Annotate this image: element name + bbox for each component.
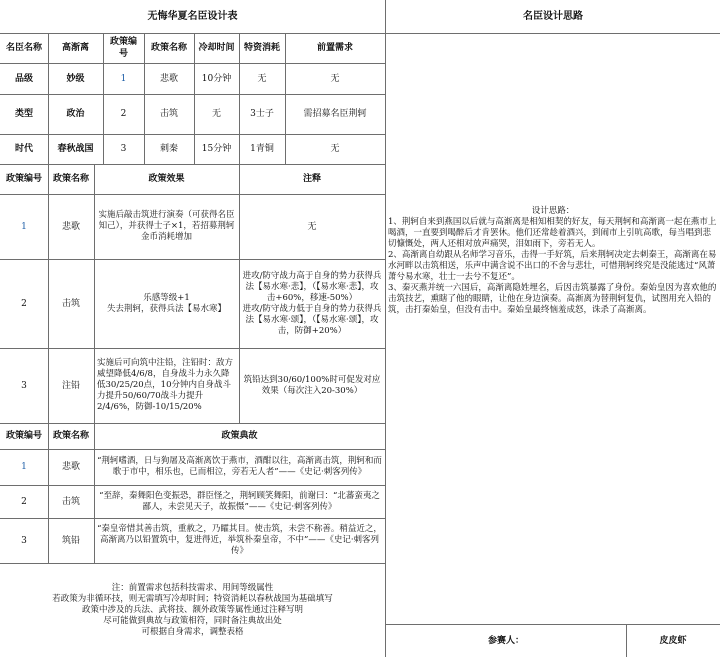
effect-row-3-effect: 实施后可向筑中注铅，注铅时：敌方威望降低4/6/8，自身战斗力永久降低30/25/20点，10分钟内自身战斗力提升50/60/70战斗力提升2/4/6%，防御-10/15/20% — [97, 358, 234, 412]
notes-block: 注：前置需求包括科技需求、用间等级属性 若政策为非循环技，则无需填写冷却时间；特资消耗以春秋战国为基础填写 政策中涉及的兵法、武将技、额外政策等属性通过注释写明 尽可能做到典故与政策相符，同时备注典故出处 可根据自身需求，调整表格 — [52, 582, 333, 637]
effects-header-note: 注释 — [302, 174, 321, 184]
policy-3-number: 3 — [120, 144, 127, 154]
policy-3-prerequisite: 无 — [330, 144, 340, 154]
header-policy-name: 政策名称 — [150, 43, 187, 53]
era-value: 春秋战国 — [57, 144, 94, 154]
effect-row-3-note: 筑铅达到30/60/100%时可促发对应效果（每次注入20-30%） — [243, 374, 381, 396]
label-type: 类型 — [14, 109, 33, 119]
policy-1-cooldown: 10分钟 — [201, 73, 232, 84]
header-cooldown: 冷却时间 — [198, 43, 235, 53]
effects-header-effect: 政策效果 — [148, 174, 185, 184]
effect-row-2-name: 击筑 — [61, 298, 80, 309]
story-row-1-number: 1 — [21, 462, 27, 472]
label-era: 时代 — [14, 144, 33, 154]
effect-row-2-effect: 乐感等级+1 失去荆轲，获得兵法【易水寒】 — [106, 292, 226, 314]
effect-row-1-note: 无 — [307, 221, 317, 232]
story-row-2-name: 击筑 — [61, 496, 80, 507]
story-row-1-name: 悲歌 — [61, 462, 80, 472]
story-row-1-text: “荆轲嗜酒，日与狗屠及高渐离饮于燕市，酒酣以往，高渐离击筑，荆轲和而歌于市中，相乐也，已而相泣，旁若无人者”——《史记·刺客列传》 — [97, 456, 382, 477]
header-prerequisite: 前置需求 — [316, 43, 353, 53]
stories-header-story: 政策典故 — [221, 431, 258, 441]
rank-value: 妙级 — [66, 73, 85, 84]
effect-row-1-effect: 实施后敲击筑进行演奏（可获得名臣知己），并获得士子×1，若招募荆轲金币消耗增加 — [98, 210, 235, 242]
effect-row-2-number: 2 — [21, 298, 27, 309]
policy-1-name: 悲歌 — [159, 73, 178, 84]
effect-row-1-name: 悲歌 — [61, 221, 80, 232]
policy-3-cooldown: 15分钟 — [201, 144, 232, 154]
design-ideas-body: 1、荆轲自来到燕国以后就与高渐离是相知相契的好友，每天荆轲和高渐离一起在燕市上喝酒，一直要到喝醉后才肯罢休。他们还常趁着酒兴，到闹市上引吭高歌，每当唱到悲切慷慨处，两人还相对放声痛哭，泪如雨下，旁若无人。 2、高渐离自幼跟从名师学习音乐，击得一手好筑，后来荆轲决定去刺秦王，高渐离在易水河畔以击筑相送，乐声中满含说不出口的不舍与悲壮，可惜荆轲终究是没能逃过“风萧萧兮易水寒，壮士一去兮不复还”。 3、秦灭燕并统一六国后，高渐离隐姓埋名，后因击筑暴露了身份。秦始皇因为喜欢他的击筑技艺，熏瞎了他的眼睛，让他在身边演奏。高渐离为替荆轲复仇，试图用充入铅的筑，击打秦始皇，但没有击中。秦始皇最终恼羞成怒，诛杀了高渐离。 — [388, 217, 717, 315]
header-policy-number: 政策编号 — [109, 37, 137, 59]
story-row-2-text: “至辞，秦舞阳色变振恐，群臣怪之，荆轲顾笑舞阳，前谢曰：“北蕃蛮夷之鄙人，未尝见天子，故振慑”——《史记·刺客列传》 — [99, 490, 380, 512]
effects-header-name: 政策名称 — [52, 174, 89, 184]
effects-header-number: 政策编号 — [5, 174, 42, 184]
stories-header-name: 政策名称 — [52, 431, 89, 441]
participant-label: 参赛人： — [487, 635, 524, 646]
label-rank: 品级 — [14, 73, 33, 84]
policy-3-name: 刺秦 — [159, 144, 178, 154]
policy-2-cost: 3士子 — [250, 109, 274, 119]
story-row-2-number: 2 — [21, 496, 27, 507]
right-table-title: 名臣设计思路 — [523, 10, 583, 22]
policy-2-name: 击筑 — [159, 109, 178, 119]
design-ideas-heading: 设计思路： — [531, 206, 575, 216]
left-table-title: 无悔华夏名臣设计表 — [147, 10, 238, 22]
policy-1-cost: 无 — [257, 73, 267, 84]
design-ideas — [388, 206, 718, 406]
participant-name: 皮皮虾 — [659, 635, 687, 646]
policy-2-prerequisite: 需招募名臣荆轲 — [303, 109, 367, 119]
policy-3-cost: 1青铜 — [250, 144, 274, 154]
stories-header-number: 政策编号 — [5, 431, 42, 441]
policy-2-cooldown: 无 — [211, 109, 221, 119]
header-resource-cost: 特资消耗 — [243, 43, 280, 53]
policy-1-number: 1 — [120, 73, 127, 84]
effect-row-1-number: 1 — [21, 221, 27, 232]
policy-2-number: 2 — [120, 109, 127, 119]
effect-row-3-number: 3 — [21, 380, 27, 391]
type-value: 政治 — [66, 109, 85, 119]
story-row-3-name: 筑铅 — [61, 535, 80, 546]
header-minister-name: 名臣名称 — [5, 43, 42, 53]
policy-1-prerequisite: 无 — [330, 73, 340, 84]
story-row-3-number: 3 — [21, 535, 27, 546]
effect-row-3-name: 注铅 — [61, 380, 80, 391]
effect-row-2-note: 进攻/防守战力高于自身的势力获得兵法【易水寒·悲】，（【易水寒·悲】，攻击+60%，移速-50%） 进攻/防守战力低于自身的势力获得兵法【易水寒·颂】，（【易水寒·颂】，攻击，防御+20%） — [242, 270, 382, 336]
minister-name-value: 高渐离 — [61, 43, 89, 53]
story-row-3-text: “秦皇帝惜其善击筑，重赦之，乃矐其目。使击筑，未尝不称善。稍益近之，高渐离乃以铅置筑中，复进得近，举筑朴秦皇帝，不中”——《史记·刺客列传》 — [97, 524, 382, 556]
